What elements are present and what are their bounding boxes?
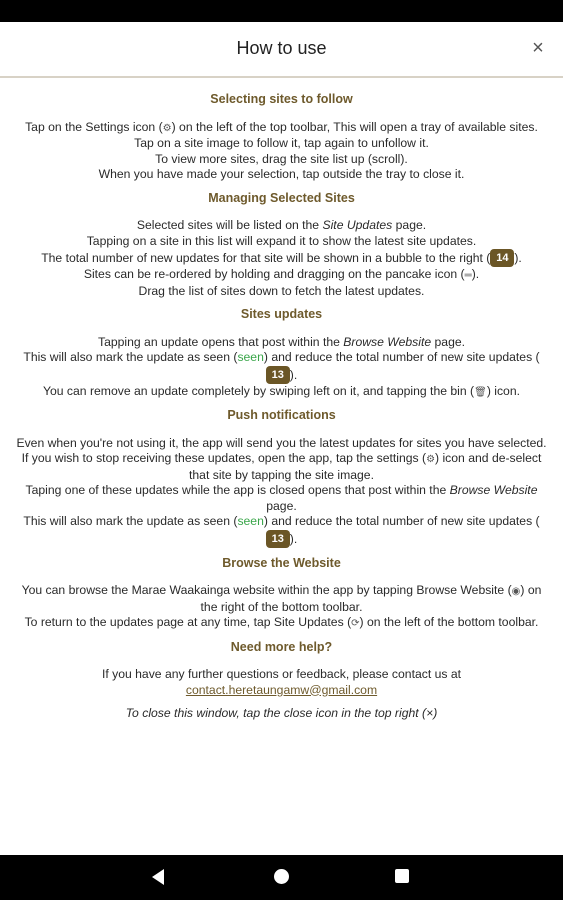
dialog-header	[0, 22, 563, 78]
bin-icon: 🗑	[474, 386, 487, 398]
paragraph: To return to the updates page at any time, tap Site Updates (⟳) on the left of the bottom toolbar.	[12, 615, 551, 632]
settings-icon: ⚙	[162, 122, 172, 134]
pancake-icon: ═	[464, 270, 472, 281]
paragraph: Drag the list of sites down to fetch the latest updates.	[138, 283, 425, 298]
section-heading: Managing Selected Sites	[208, 190, 355, 205]
home-icon[interactable]	[274, 869, 289, 884]
how-to-use-dialog	[0, 22, 563, 855]
contact-email-link[interactable]: contact.heretaungamw@gmail.com	[185, 682, 378, 697]
section-heading: Sites updates	[240, 307, 323, 321]
back-icon[interactable]	[152, 869, 164, 885]
paragraph: You can remove an update completely by swiping left on it, and tapping the bin (🗑) icon.	[12, 384, 551, 401]
paragraph: When you have made your selection, tap outside the tray to close it.	[98, 167, 465, 181]
site-updates-icon: ⟳	[351, 618, 360, 629]
paragraph: Tap on the Settings icon (⚙) on the left of the top toolbar, This will open a tray of available sites.	[12, 120, 551, 137]
paragraph: You can browse the Marae Waakainga website within the app by tapping Browse Website (◉) on the right of the bottom toolbar.	[21, 583, 542, 614]
paragraph: If you wish to stop receiving these updates, open the app, tap the settings (⚙) icon and de-select that site by tapping the site image.	[21, 451, 542, 482]
paragraph: Sites can be re-ordered by holding and dragging on the pancake icon (═).	[12, 267, 551, 284]
paragraph: Tap on a site image to follow it, tap again to unfollow it.	[134, 136, 429, 150]
paragraph: The total number of new updates for that site will be shown in a bubble to the right ( 14 ).	[41, 251, 522, 265]
count-badge: 14	[490, 249, 514, 267]
navigation-bar	[0, 855, 563, 900]
settings-icon: ⚙	[426, 454, 436, 465]
paragraph: Even when you're not using it, the app will send you the latest updates for sites you have selected.	[16, 435, 547, 450]
status-bar	[0, 0, 563, 22]
recent-apps-icon[interactable]	[395, 869, 409, 883]
count-badge: 13	[266, 530, 290, 548]
paragraph: This will also mark the update as seen (seen) and reduce the total number of new site updates (13 ).	[23, 514, 540, 546]
paragraph: Tapping on a site in this list will expand it to show the latest site updates.	[86, 233, 477, 248]
paragraph	[12, 683, 551, 699]
dialog-title: How to use	[236, 38, 327, 58]
browse-website-icon: ◉	[511, 586, 521, 597]
paragraph: To close this window, tap the close icon in the top right (×)	[125, 706, 438, 720]
paragraph: Tapping an update opens that post within the Browse Website page.	[97, 334, 466, 349]
paragraph: To view more sites, drag the site list up (scroll).	[155, 151, 408, 166]
dialog-content	[0, 78, 563, 722]
seen-label: seen	[237, 514, 264, 528]
paragraph: Selected sites will be listed on the Site Updates page.	[136, 218, 427, 232]
section-heading: Selecting sites to follow	[210, 92, 353, 106]
count-badge: 13	[266, 366, 290, 384]
section-heading: Browse the Website	[222, 555, 341, 570]
paragraph: This will also mark the update as seen (seen) and reduce the total number of new site updates (13 ).	[23, 350, 540, 382]
paragraph: If you have any further questions or feedback, please contact us at	[101, 667, 462, 681]
seen-label: seen	[237, 350, 264, 364]
section-heading: Need more help?	[230, 639, 333, 654]
close-icon[interactable]: ×	[532, 37, 544, 59]
section-heading: Push notifications	[227, 408, 336, 422]
paragraph: Taping one of these updates while the app is closed opens that post within the Browse Website page.	[25, 483, 538, 513]
